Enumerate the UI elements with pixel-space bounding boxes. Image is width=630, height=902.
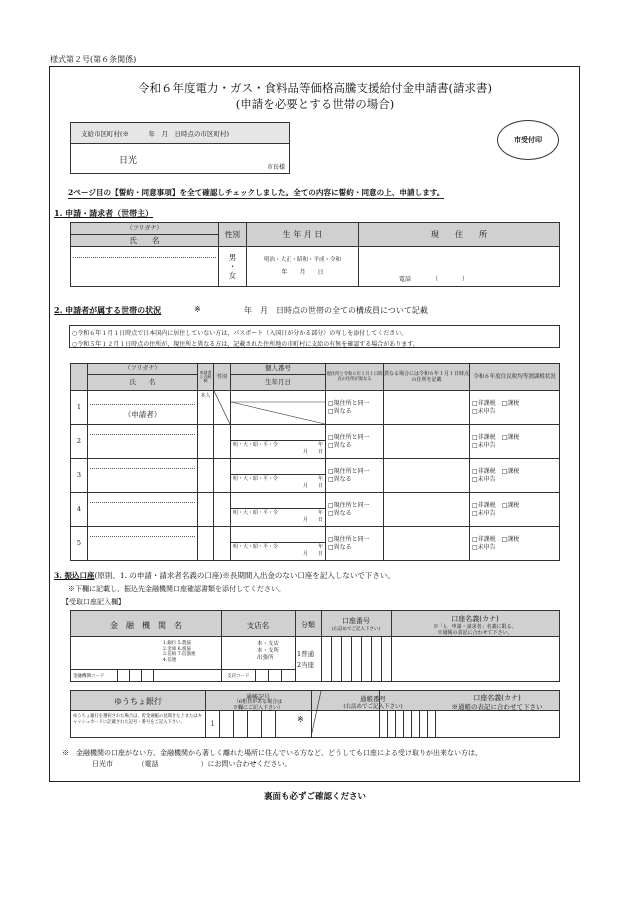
mynumber-dob-field[interactable] [231,391,326,425]
yucho-note: ゆうちょ銀行を選択された場合は，貯金通帳の見開き左上またはキャッシュカードに記載された記号・番号をご記入下さい。 [73,714,202,725]
tax-check[interactable]: □非課税 □課税 □未申告 [470,425,560,459]
section3-title-rest: (原則、1. の申請・請求者名義の口座)※長期間入出金のない口座を記入しないで下さい。 [94,571,395,580]
name-header: 氏 名 [71,235,219,247]
table-row [71,493,560,527]
n-a-slash [214,391,230,424]
addr-check[interactable]: □現住所と同一 □異なる [326,493,384,527]
section1-title: 1. 申請・請求者（世帯主） [54,208,154,218]
yucho-box [70,690,560,738]
yucho-sym-sub2: ※欄にご記入下さい） [232,705,283,711]
jan1-address-header: 異なる場合には令和６年１月１日時点の住所を記載 [384,364,470,391]
footer-note-text: 金融機関の口座がない方、金融機関から著しく離れた場所に住んでいる方など、どうしても口座による受け取りが出来ない方は、 [76,749,482,757]
account-holder-field[interactable] [392,637,559,681]
section3-title: 3. 振込口座 [54,571,95,580]
furigana-header: （フリガナ） [71,223,219,235]
relation-field[interactable] [198,425,214,459]
municipality-label-box [70,122,290,144]
yucho-no-sub: (右詰めでご記入下さい) [343,704,403,710]
applicant-gender-field[interactable]: 男 ・ 女 [219,247,247,287]
member-name-field[interactable] [88,493,198,527]
addr-check[interactable]: □現住所と同一 □異なる [326,425,384,459]
table-row [71,459,560,493]
holder-sub2: ※通帳の表記に合わせて下さい。 [437,630,513,636]
gender-field[interactable] [214,493,231,527]
notice-line-1: ○令和６年１月１日時点で日本国内に居住していない方は，パスポート（入国日が分かる部分）の写しを添付してください。 [72,330,408,337]
yucho-holder-header: 口座名義(カナ) [473,694,521,702]
hh-name-header: 氏 名 [88,375,198,391]
jan1-address-field[interactable] [384,493,470,527]
table-row [71,527,560,561]
acct-no-header: 口座番号 [342,617,370,625]
yucho-sym-sub1: （6桁目がある場合は [233,699,283,705]
member-name-field[interactable] [88,425,198,459]
yucho-holder-sub: ※通帳の表記に合わせて下さい [451,703,543,711]
row-number: 4 [71,493,88,527]
row-number: 5 [71,527,88,561]
hh-furigana-header: （フリガナ） [88,364,198,375]
gender-field[interactable] [214,425,231,459]
relation-field[interactable] [198,459,214,493]
yucho-sym-header: 通帳記号 [245,694,270,701]
gender-field[interactable] [214,391,231,425]
table-row [71,391,560,425]
section2-title: 2. 申請者が属する世帯の状況 [54,305,162,315]
mynumber-header: 個人番号 [231,364,326,375]
section3-heading [54,570,395,581]
gender-field[interactable] [214,527,231,561]
relation-field[interactable] [198,527,214,561]
applicant-dob-field[interactable]: 明治・大正・昭和・平成・令和 年 月 日 [247,247,359,287]
notice-line-2: ○令和５年１２月１日時点の住所が，現住所と異なる方は，記載された住所地の市町村に支給の有無を確認する場合があります。 [72,341,419,348]
holder-sub1: ※「1．申請・請求者」名義に限る。 [433,624,517,630]
form-number: 様式第２号(第６条関係) [50,55,137,64]
jan1-address-field[interactable] [384,391,470,425]
applicant-address-field[interactable]: 電話 （ ） [359,247,560,287]
applicant-table [70,222,560,287]
bank-account-box [70,610,560,682]
relation-field[interactable] [198,493,214,527]
branch-code-field[interactable]: 支店コード [221,669,295,681]
row-number: 3 [71,459,88,493]
branch-name-field[interactable]: 本・支店 本・支所 出張所 [257,641,280,662]
bank-type-list[interactable]: 1.銀行 5.農協 2.金庫 6.漁協 3.信組 7.信漁連 4.信連 [163,641,196,663]
n-a-slash [231,391,325,424]
member-name-field[interactable]: （申請者） [88,391,198,425]
yucho-symbol-field[interactable]: １ ※ [205,711,311,737]
yucho-number-field[interactable] [379,711,435,737]
municipality-name: 日光 [119,156,138,166]
municipality-field[interactable] [70,144,290,174]
mayor-suffix: 市長様 [266,164,285,171]
account-header: 【受取口座記入欄】 [62,598,125,606]
account-number-field[interactable] [321,637,391,681]
yucho-no-header: 通帳番号 [360,695,386,703]
jan1-address-field[interactable] [384,459,470,493]
hh-gender-header: 性別 [214,364,231,391]
bank-name-header: 金 融 機 関 名 [110,621,182,630]
section2-subtitle: 年 月 日時点の世帯の全ての構成員について記載 [244,306,428,315]
tax-status-header: 令和６年度住民税均等割課税状況 [470,364,560,391]
mynumber-dob-field[interactable]: 明・大・昭・平・令 年 月 日 [231,527,326,561]
city-stamp-label: 市受付印 [514,135,542,144]
holder-header: 口座名義(カナ) [451,615,499,623]
city-stamp [497,120,559,160]
row-number: 2 [71,425,88,459]
hh-dob-header: 生年月日 [231,375,326,391]
residence-notice [69,325,560,348]
addr-check[interactable]: □現住所と同一 □異なる [326,459,384,493]
branch-name-header: 支店名 [246,621,270,630]
tax-check[interactable]: □非課税 □課税 □未申告 [470,527,560,561]
member-name-field[interactable] [88,459,198,493]
yucho-holder-field[interactable] [435,711,559,737]
yucho-header: ゆうちょ銀行 [114,697,162,706]
addr-check[interactable]: □現住所と同一 □異なる [326,527,384,561]
tax-check[interactable]: □非課税 □課税 □未申告 [470,391,560,425]
back-notice: 裏面も必ずご確認ください [263,792,366,802]
bank-code-field[interactable]: 金融機関コード [71,669,221,681]
category-header: 分類 [301,621,315,629]
section3-note: ※下欄に記載し、振込先金融機関口座確認書類を添付してください。 [68,585,285,593]
bank-name-field[interactable] [71,637,163,669]
consent-statement: 2ページ目の【誓約・同意事項】を全て確認しチェックしました。全ての内容に誓約・同意の上、申請します。 [68,188,445,197]
tax-check[interactable]: □非課税 □課税 □未申告 [470,493,560,527]
footer-contact: 日光市 （電話 ）にお問い合わせください。 [92,760,292,768]
row-number: 1 [71,391,88,425]
relation-header: 申請者との続柄 [198,364,214,391]
addr-differ-header: 現住所と令和６年１月１日時点の住所が異なる [326,364,384,391]
gender-header: 性別 [219,223,247,247]
table-row [71,425,560,459]
account-type-field[interactable]: 1普通 2当座 [297,650,315,670]
mynumber-dob-field[interactable]: 明・大・昭・平・令 年 月 日 [231,459,326,493]
dob-header: 生 年 月 日 [247,223,359,247]
mynumber-dob-field[interactable]: 明・大・昭・平・令 年 月 日 [231,493,326,527]
acct-no-sub: (右詰めでご記入下さい) [331,627,381,632]
jan1-address-field[interactable] [384,425,470,459]
addr-check[interactable]: □現住所と同一 □異なる [326,391,384,425]
gender-field[interactable] [214,459,231,493]
footer-note-mark: ※ [62,749,69,757]
form-subtitle: (申請を必要とする世帯の場合) [235,97,395,111]
applicant-name-field[interactable] [71,247,219,287]
mynumber-dob-field[interactable]: 明・大・昭・平・令 年 月 日 [231,425,326,459]
relation-self: 本人 [198,391,214,425]
footer-note [62,748,482,758]
household-table [70,363,560,561]
member-name-field[interactable] [88,527,198,561]
tax-check[interactable]: □非課税 □課税 □未申告 [470,459,560,493]
municipality-label: 支給市区町村(※ 年 月 日時点の市区町村) [81,130,230,138]
form-title: 令和６年度電力・ガス・食料品等価格高騰支援給付金申請書(請求書) [138,81,492,95]
address-header: 現 住 所 [359,223,560,247]
jan1-address-field[interactable] [384,527,470,561]
section2-note-mark: ※ [194,305,201,314]
